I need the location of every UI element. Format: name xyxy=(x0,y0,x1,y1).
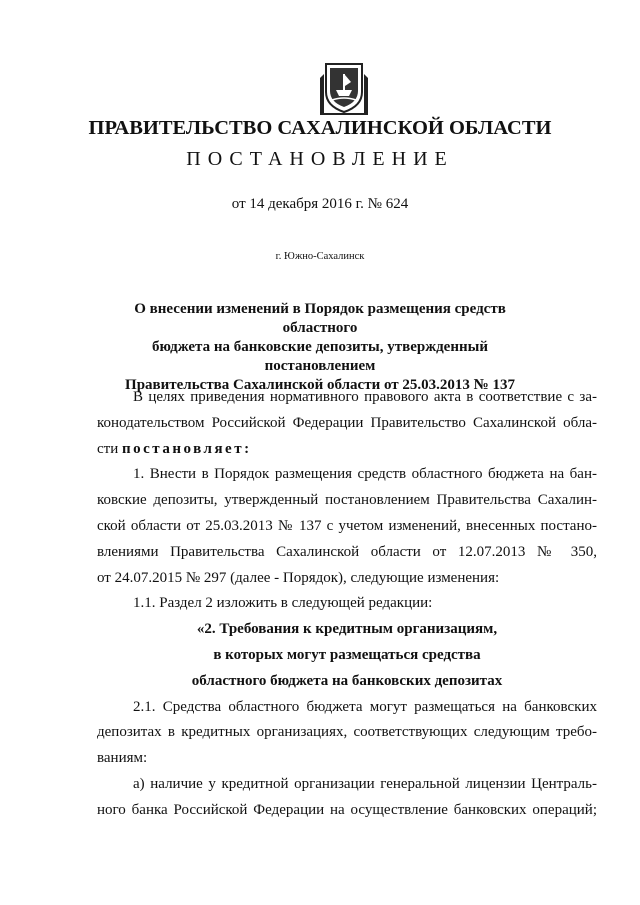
body-line: от 24.07.2015 № 297 (далее - Порядок), следующие изменения: xyxy=(97,569,500,586)
body-line: 2.1. Средства областного бюджета могут размещаться на банковских xyxy=(133,698,597,715)
resolves-word: постановляет: xyxy=(122,440,252,457)
body-line: ного банка Российской Федерации на осуществление банковских операций; xyxy=(97,801,597,818)
body-line: а) наличие у кредитной организации генеральной лицензии Централь- xyxy=(133,775,597,792)
section-title-line: «2. Требования к кредитным организациям, xyxy=(196,621,498,638)
body-line: ковские депозиты, утвержденный постановлением Правительства Сахалин- xyxy=(97,492,597,509)
body-line: В целях приведения нормативного правового акта в соответствие с за- xyxy=(133,389,597,405)
section-title-line: в которых могут размещаться средства xyxy=(213,646,481,663)
subject-line: бюджета на банковские депозиты, утвержденный постановлением xyxy=(152,339,488,374)
body-line: 1.1. Раздел 2 изложить в следующей редакции: xyxy=(133,595,433,612)
section-title-line: областного бюджета на банковских депозитах xyxy=(191,672,503,689)
body-line: ваниям: xyxy=(97,750,148,767)
document-body xyxy=(97,385,597,824)
body-line: 1. Внести в Порядок размещения средств областного бюджета на бан- xyxy=(133,466,597,483)
date-number-line: от 14 декабря 2016 г. № 624 xyxy=(231,196,409,212)
body-line: ской области от 25.03.2013 № 137 с учетом изменений, внесенных постано- xyxy=(97,517,597,534)
subject-line: Правительства Сахалинской области от 25.03.2013 № 137 xyxy=(125,377,515,393)
body-line xyxy=(97,437,597,463)
document-subject xyxy=(100,300,540,395)
body-line: конодательством Российской Федерации Правительство Сахалинской обла- xyxy=(97,414,597,431)
subject-line: О внесении изменений в Порядок размещения средств областного xyxy=(134,301,506,336)
body-text: сти xyxy=(97,440,119,457)
body-line: депозитах в кредитных организациях, соответствующих следующим требо- xyxy=(97,724,597,741)
city-name: г. Южно-Сахалинск xyxy=(275,251,365,262)
coat-of-arms-icon xyxy=(318,60,370,116)
body-line: влениями Правительства Сахалинской области от 12.07.2013 № 350, xyxy=(97,543,597,560)
document-type: ПОСТАНОВЛЕНИЕ xyxy=(186,148,454,170)
government-title: ПРАВИТЕЛЬСТВО САХАЛИНСКОЙ ОБЛАСТИ xyxy=(88,117,552,139)
